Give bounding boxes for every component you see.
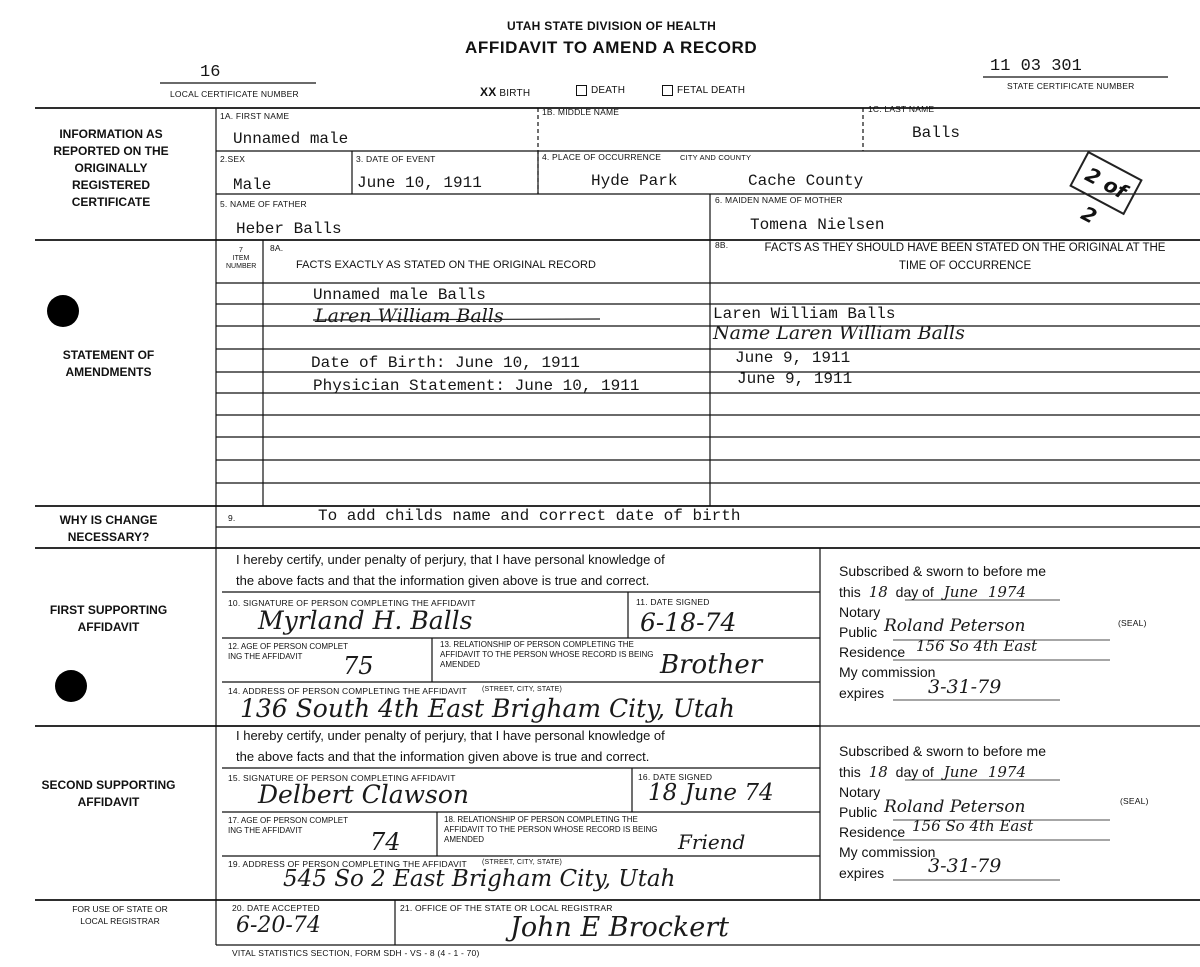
- notary-year: 1974: [987, 583, 1026, 601]
- fetal-death-checkbox-label: FETAL DEATH: [677, 85, 746, 97]
- address-sublabel: (STREET, CITY, STATE): [482, 686, 563, 693]
- notary-label: Notary: [839, 604, 881, 620]
- notary-public-signature: Roland Peterson: [884, 616, 1026, 636]
- col-8b-heading: FACTS AS THEY SHOULD HAVE BEEN STATED ON THE ORIGINAL AT THE TIME OF OCCURRENCE: [764, 242, 1166, 272]
- date-signed-value: 6-18-74: [640, 608, 737, 637]
- expires-value: 3-31-79: [928, 855, 1002, 877]
- item-number-label: [226, 247, 256, 271]
- date-signed-label: 11. DATE SIGNED: [636, 597, 710, 607]
- agency-name: UTAH STATE DIVISION OF HEALTH: [507, 19, 717, 33]
- age-value: 74: [370, 828, 401, 856]
- city-value: Hyde Park: [591, 172, 678, 190]
- punch-hole: [47, 295, 79, 327]
- notary-this: this: [839, 584, 861, 600]
- birth-checkbox-label: BIRTH: [499, 88, 531, 99]
- seal-label: (SEAL): [1120, 796, 1149, 806]
- middle-name-label: 1B. MIDDLE NAME: [542, 107, 620, 117]
- relationship-value: Friend: [678, 830, 746, 854]
- form-footer: VITAL STATISTICS SECTION, FORM SDH - VS - 8 (4 - 1 - 70): [232, 948, 480, 958]
- notary-sworn-text: Subscribed & sworn to before me: [839, 743, 1046, 759]
- corrected-fact-row: June 9, 1911: [737, 370, 853, 388]
- notary-day-of: day of: [895, 764, 934, 780]
- father-label: 5. NAME OF FATHER: [220, 199, 307, 209]
- notary-sworn-text: Subscribed & sworn to before me: [839, 563, 1046, 579]
- original-fact-row: Physician Statement: June 10, 1911: [313, 377, 640, 395]
- birth-checkbox[interactable]: [480, 85, 530, 99]
- why-num: 9.: [228, 513, 236, 523]
- section-first-affidavit-label: FIRST SUPPORTING AFFIDAVIT: [49, 603, 168, 634]
- section-registrar-label: FOR USE OF STATE OR LOCAL REGISTRAR: [72, 904, 168, 926]
- notary-year: 1974: [987, 763, 1026, 781]
- form-title: AFFIDAVIT TO AMEND A RECORD: [465, 38, 758, 57]
- notary-month: June: [943, 763, 978, 781]
- date-of-event-label: 3. DATE OF EVENT: [356, 154, 436, 164]
- notary-this: this: [839, 764, 861, 780]
- relationship-value: Brother: [660, 650, 763, 680]
- notary-month: June: [943, 583, 978, 601]
- certify-text: the above facts and that the information given above is true and correct.: [236, 749, 650, 764]
- affiant-signature: Myrland H. Balls: [258, 606, 473, 635]
- state-certificate-label: STATE CERTIFICATE NUMBER: [1007, 81, 1135, 91]
- notary-label: Notary: [839, 784, 881, 800]
- notary-day: 18: [868, 583, 888, 601]
- commission-label: My commission: [839, 844, 936, 860]
- fetal-death-checkbox-box[interactable]: [662, 85, 673, 96]
- mother-label: 6. MAIDEN NAME OF MOTHER: [715, 195, 843, 205]
- county-value: Cache County: [748, 172, 864, 190]
- state-certificate-number: 11 03 301: [990, 57, 1082, 76]
- original-fact-row: Laren William Balls: [315, 305, 504, 327]
- original-fact-row: Unnamed male Balls: [313, 286, 486, 304]
- first-name-value: Unnamed male: [233, 130, 349, 148]
- local-certificate-label: LOCAL CERTIFICATE NUMBER: [170, 89, 299, 99]
- birth-check-mark: XX: [480, 85, 497, 99]
- affiant-signature: Delbert Clawson: [258, 780, 469, 809]
- date-accepted-label: 20. DATE ACCEPTED: [232, 903, 320, 913]
- relationship-label: 13. RELATIONSHIP OF PERSON COMPLETING THE AFFIDAVIT TO THE PERSON WHOSE RECORD IS BEING AMENDED: [440, 640, 654, 669]
- father-value: Heber Balls: [236, 220, 342, 238]
- corrected-fact-row: Name Laren William Balls: [713, 322, 965, 344]
- residence-label: Residence: [839, 644, 906, 660]
- notary-date-line: [839, 762, 1026, 783]
- death-checkbox-label: DEATH: [591, 85, 626, 97]
- date-signed-label: 16. DATE SIGNED: [638, 772, 713, 782]
- date-signed-value: 18 June 74: [648, 780, 774, 806]
- public-label: Public: [839, 804, 878, 820]
- registrar-signature: John E Brockert: [510, 912, 729, 943]
- item-number-text: ITEM NUMBER: [226, 255, 257, 270]
- expires-value: 3-31-79: [928, 676, 1002, 698]
- expires-label: expires: [839, 865, 885, 881]
- item-number-num: 7: [239, 247, 243, 254]
- notary-day-of: day of: [895, 584, 934, 600]
- page-stamp: 2 of 2: [1069, 151, 1143, 215]
- section-second-affidavit-label: SECOND SUPPORTING AFFIDAVIT: [41, 778, 176, 809]
- residence-label: Residence: [839, 824, 906, 840]
- date-accepted-value: 6-20-74: [236, 913, 321, 938]
- age-value: 75: [343, 652, 374, 680]
- date-of-event-value: June 10, 1911: [357, 174, 482, 192]
- sex-label: 2.SEX: [220, 154, 246, 164]
- sex-value: Male: [233, 176, 272, 194]
- fetal-death-checkbox[interactable]: [662, 85, 745, 96]
- last-name-value: Balls: [912, 124, 961, 142]
- col-8a-heading: FACTS EXACTLY AS STATED ON THE ORIGINAL RECORD: [296, 259, 596, 271]
- corrected-fact-row: June 9, 1911: [735, 349, 851, 367]
- col-8a-num: 8A.: [270, 243, 284, 253]
- signature-label: 10. SIGNATURE OF PERSON COMPLETING THE AFFIDAVIT: [228, 598, 476, 608]
- address-value: 136 South 4th East Brigham City, Utah: [240, 694, 735, 723]
- notary-date-line: [839, 582, 1026, 603]
- age-label: 12. AGE OF PERSON COMPLET ING THE AFFIDAVIT: [228, 642, 348, 661]
- punch-hole: [55, 670, 87, 702]
- place-sublabel: CITY AND COUNTY: [680, 153, 752, 162]
- mother-value: Tomena Nielsen: [750, 216, 885, 234]
- address-value: 545 So 2 East Brigham City, Utah: [283, 866, 676, 892]
- address-sublabel: (STREET, CITY, STATE): [482, 859, 563, 866]
- last-name-label: 1C. LAST NAME: [868, 104, 935, 114]
- registrar-office-label: 21. OFFICE OF THE STATE OR LOCAL REGISTRAR: [400, 903, 613, 913]
- expires-label: expires: [839, 685, 885, 701]
- address-label: 19. ADDRESS OF PERSON COMPLETING THE AFFIDAVIT: [228, 859, 467, 869]
- certify-text: I hereby certify, under penalty of perjury, that I have personal knowledge of: [236, 728, 665, 743]
- section-why-label: WHY IS CHANGE NECESSARY?: [59, 513, 158, 544]
- death-checkbox-box[interactable]: [576, 85, 587, 96]
- original-fact-row: Date of Birth: June 10, 1911: [311, 354, 580, 372]
- residence-value: 156 So 4th East: [912, 817, 1034, 835]
- death-checkbox[interactable]: [576, 85, 625, 96]
- signature-label: 15. SIGNATURE OF PERSON COMPLETING AFFIDAVIT: [228, 773, 456, 783]
- relationship-label: 18. RELATIONSHIP OF PERSON COMPLETING THE AFFIDAVIT TO THE PERSON WHOSE RECORD IS BEING AMENDED: [444, 815, 658, 844]
- public-label: Public: [839, 624, 878, 640]
- notary-public-signature: Roland Peterson: [884, 797, 1026, 817]
- age-label: 17. AGE OF PERSON COMPLET ING THE AFFIDAVIT: [228, 816, 348, 835]
- section-statement-label: STATEMENT OF AMENDMENTS: [62, 348, 155, 379]
- commission-label: My commission: [839, 664, 936, 680]
- section-original-label: INFORMATION AS REPORTED ON THE ORIGINALLY REGISTERED CERTIFICATE: [53, 127, 169, 209]
- certify-text: I hereby certify, under penalty of perjury, that I have personal knowledge of: [236, 552, 665, 567]
- place-label: 4. PLACE OF OCCURRENCE: [542, 152, 662, 162]
- first-name-label: 1A. FIRST NAME: [220, 111, 290, 121]
- certify-text: the above facts and that the information given above is true and correct.: [236, 573, 650, 588]
- col-8b-num: 8B.: [715, 240, 729, 250]
- residence-value: 156 So 4th East: [916, 637, 1038, 655]
- seal-label: (SEAL): [1118, 618, 1147, 628]
- address-label: 14. ADDRESS OF PERSON COMPLETING THE AFFIDAVIT: [228, 686, 467, 696]
- notary-day: 18: [868, 763, 888, 781]
- local-certificate-number: 16: [200, 63, 221, 82]
- corrected-fact-row: Laren William Balls: [713, 305, 896, 323]
- why-reason: To add childs name and correct date of birth: [318, 507, 741, 525]
